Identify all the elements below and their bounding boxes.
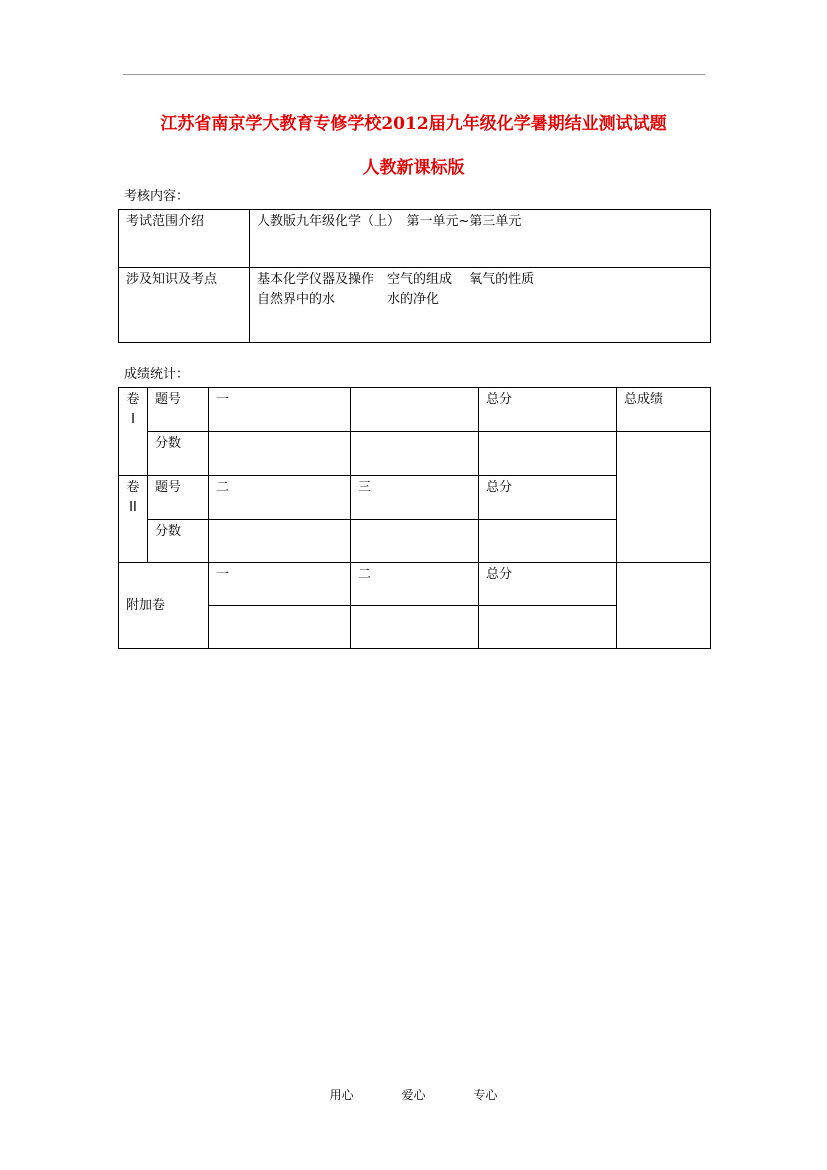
footer xyxy=(0,1086,827,1103)
question-two: 二 xyxy=(209,476,351,520)
points-cell xyxy=(479,520,617,563)
document-title: 江苏省南京学大教育专修学校2012届九年级化学暑期结业测试试题 xyxy=(160,114,667,134)
question-no-label: 题号 xyxy=(148,476,209,520)
assessment-label: 考核内容： xyxy=(124,189,190,204)
extra-paper-label: 附加卷 xyxy=(119,563,209,649)
question-three: 三 xyxy=(351,476,479,520)
extra-points-cell xyxy=(209,606,351,649)
subtotal-label: 总分 xyxy=(479,388,617,432)
footer-item: 爱心 xyxy=(401,1088,426,1102)
extra-subtotal-label: 总分 xyxy=(479,563,617,606)
subtotal-label: 总分 xyxy=(479,476,617,520)
extra-points-cell xyxy=(351,606,479,649)
extra-points-cell xyxy=(479,606,617,649)
question-blank xyxy=(351,388,479,432)
knowledge-line-2: 自然界中的水 水的净化 xyxy=(257,292,440,307)
grand-total-label: 总成绩 xyxy=(617,388,711,432)
points-label: 分数 xyxy=(148,432,209,476)
knowledge-line-1: 基本化学仪器及操作 空气的组成 氧气的性质 xyxy=(257,272,535,287)
points-label: 分数 xyxy=(148,520,209,563)
document-subtitle: 人教新课标版 xyxy=(362,158,465,178)
assessment-table xyxy=(118,209,711,343)
scope-value: 人教版九年级化学（上） 第一单元~第三单元 xyxy=(250,210,711,268)
extra-question-two: 二 xyxy=(351,563,479,606)
points-cell xyxy=(479,432,617,476)
score-table xyxy=(118,387,711,649)
points-cell xyxy=(351,432,479,476)
extra-total-cell xyxy=(617,563,711,649)
knowledge-label: 涉及知识及考点 xyxy=(119,268,250,343)
extra-question-one: 一 xyxy=(209,563,351,606)
footer-item: 专心 xyxy=(473,1088,498,1102)
grand-total-cell xyxy=(617,432,711,563)
question-no-label: 题号 xyxy=(148,388,209,432)
header-rule xyxy=(123,74,705,75)
points-cell xyxy=(351,520,479,563)
paper-1-label: 卷 I xyxy=(119,388,148,476)
scores-label: 成绩统计： xyxy=(124,367,190,382)
question-one: 一 xyxy=(209,388,351,432)
points-cell xyxy=(209,520,351,563)
knowledge-value xyxy=(250,268,711,343)
scope-label: 考试范围介绍 xyxy=(119,210,250,268)
paper-2-label: 卷 II xyxy=(119,476,148,563)
points-cell xyxy=(209,432,351,476)
footer-item: 用心 xyxy=(329,1088,354,1102)
